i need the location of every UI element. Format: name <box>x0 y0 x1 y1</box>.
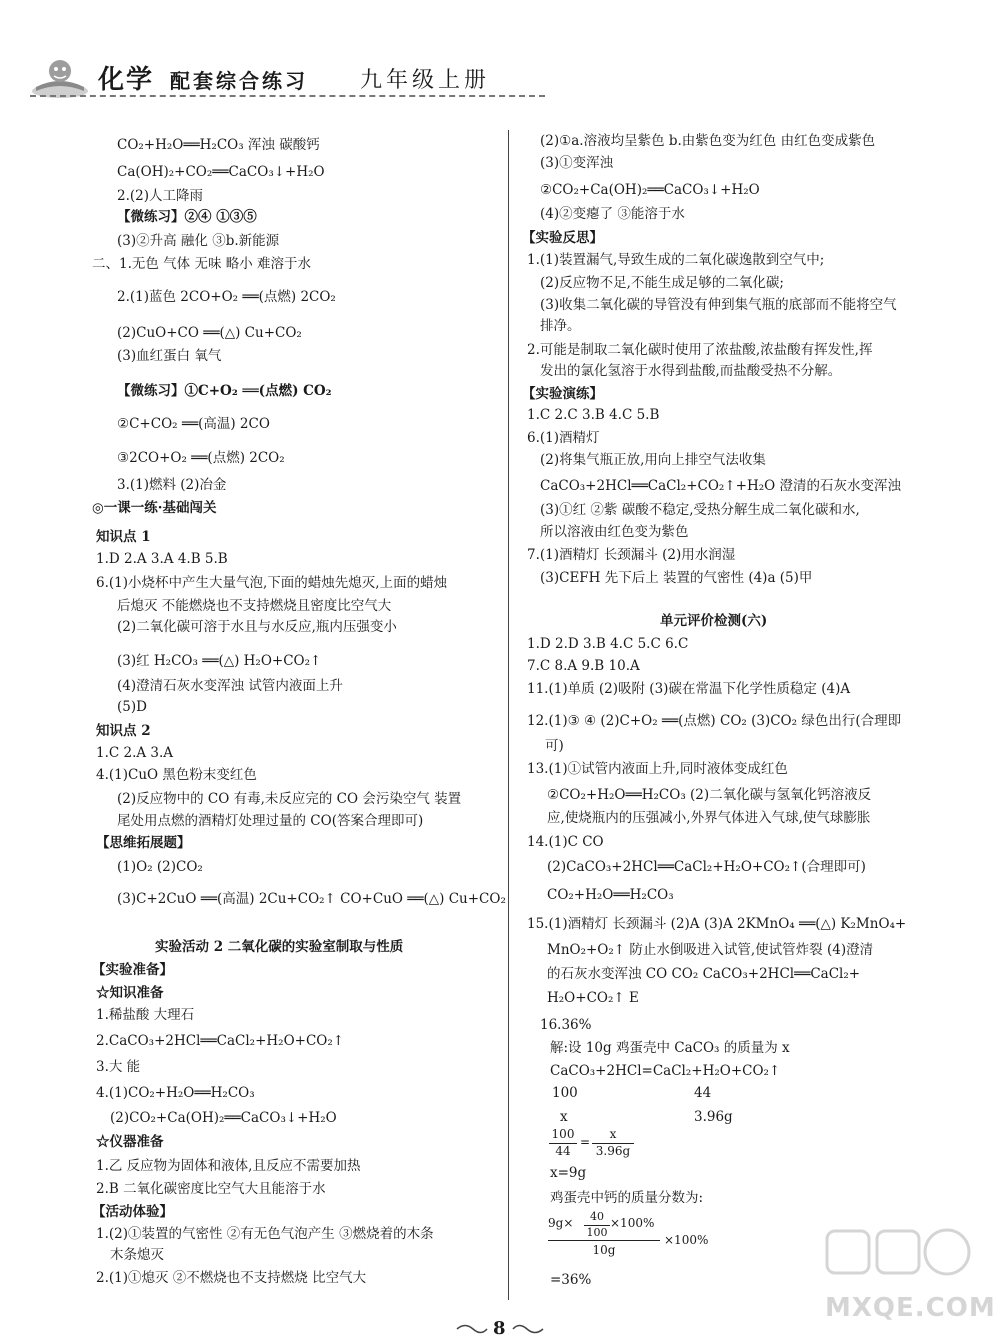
left-line: 6.(1)小烧杯中产生大量气泡,下面的蜡烛先熄灭,上面的蜡烛 <box>96 575 448 591</box>
right-line: 解:设 10g 鸡蛋壳中 CaCO₃ 的质量为 x <box>550 1040 790 1056</box>
left-line: 2.(2)人工降雨 <box>117 188 204 204</box>
left-line: ☆知识准备 <box>96 985 164 1001</box>
left-line: 1.稀盐酸 大理石 <box>96 1007 195 1023</box>
left-line: 4.(1)CO₂+H₂O══H₂CO₃ <box>96 1085 255 1101</box>
percent-tail: ×100% <box>664 1233 709 1247</box>
left-line: ②C+CO₂ ══(高温) 2CO <box>117 416 270 432</box>
left-line: (1)O₂ (2)CO₂ <box>117 859 203 875</box>
right-line: 16.36% <box>540 1017 592 1033</box>
main-fraction-bar <box>548 1240 660 1241</box>
left-line: 1.D 2.A 3.A 4.B 5.B <box>96 551 228 567</box>
right-line: 发出的氯化氢溶于水得到盐酸,而盐酸受热不分解。 <box>540 363 842 379</box>
right-line: (3)CEFH 先下后上 装置的气密性 (4)a (5)甲 <box>540 570 813 586</box>
left-line: 【活动体验】 <box>92 1204 173 1220</box>
main-denominator: 10g <box>592 1243 616 1257</box>
left-line: 2.B 二氧化碳密度比空气大且能溶于水 <box>96 1181 326 1197</box>
left-line: 【实验准备】 <box>92 962 173 978</box>
left-line: (4)澄清石灰水变浑浊 试管内液面上升 <box>117 678 343 694</box>
right-line: 鸡蛋壳中钙的质量分数为: <box>550 1190 704 1206</box>
left-line: 知识点 2 <box>96 723 151 739</box>
fraction-numerator: x <box>609 1127 617 1141</box>
left-line: (3)红 H₂CO₃ ══(△) H₂O+CO₂↑ <box>117 653 322 669</box>
ornament-right-icon <box>511 1322 545 1336</box>
right-line: ②CO₂+Ca(OH)₂══CaCO₃↓+H₂O <box>540 182 760 198</box>
right-line: (4)②变瘪了 ③能溶于水 <box>540 206 685 222</box>
right-line: (3)①红 ②紫 碳酸不稳定,受热分解生成二氧化碳和水, <box>540 502 860 518</box>
header-dashed-rule <box>30 95 545 97</box>
right-line: 单元评价检测(六) <box>660 613 768 629</box>
right-line: 7.C 8.A 9.B 10.A <box>527 658 640 674</box>
left-line: ☆仪器准备 <box>96 1134 164 1150</box>
right-line: x=9g <box>550 1165 587 1181</box>
right-line: 所以溶液由红色变为紫色 <box>540 524 689 540</box>
right-line: ②CO₂+H₂O══H₂CO₃ (2)二氧化碳与氢氧化钙溶液反 <box>547 787 872 803</box>
right-line: 44 <box>694 1085 712 1101</box>
page-footer <box>455 1318 545 1342</box>
right-line: CO₂+H₂O══H₂CO₃ <box>547 887 674 903</box>
left-line: 后熄灭 不能燃烧也不支持燃烧且密度比空气大 <box>117 598 392 614</box>
right-line: 应,使烧瓶内的压强减小,外界气体进入气球,使气球膨胀 <box>547 810 871 826</box>
mass-term: 9g× <box>548 1216 574 1230</box>
left-line: Ca(OH)₂+CO₂══CaCO₃↓+H₂O <box>117 164 325 180</box>
left-line: 2.(1)①熄灭 ②不燃烧也不支持燃烧 比空气大 <box>96 1270 367 1286</box>
left-line: 【微练习】①C+O₂ ══(点燃) CO₂ <box>117 383 332 399</box>
left-line: 木条熄灭 <box>110 1247 164 1263</box>
right-line: =36% <box>550 1272 592 1288</box>
left-line: (3)血红蛋白 氧气 <box>117 348 222 364</box>
right-line: 1.D 2.D 3.B 4.C 5.C 6.C <box>527 636 689 652</box>
book-logo-icon <box>30 57 90 99</box>
left-line: (2)CuO+CO ══(△) Cu+CO₂ <box>117 325 302 341</box>
right-line: 可) <box>545 738 564 754</box>
fraction-numerator: 40 <box>590 1210 604 1223</box>
right-line: 3.96g <box>694 1109 733 1125</box>
right-line: 【实验反思】 <box>522 230 603 246</box>
left-line: ◎一课一练·基础闯关 <box>92 500 217 516</box>
percent-term: ×100% <box>610 1216 655 1230</box>
right-line: 6.(1)酒精灯 <box>527 430 600 446</box>
left-line: 1.乙 反应物为固体和液体,且反应不需要加热 <box>96 1158 361 1174</box>
left-line: 1.C 2.A 3.A <box>96 745 174 761</box>
left-line: 1.(2)①装置的气密性 ②有无色气泡产生 ③燃烧着的木条 <box>96 1226 434 1242</box>
left-line: CO₂+H₂O══H₂CO₃ 浑浊 碳酸钙 <box>117 137 320 153</box>
right-line: 2.可能是制取二氧化碳时使用了浓盐酸,浓盐酸有挥发性,挥 <box>527 342 873 358</box>
equals-sign: = <box>579 1135 591 1149</box>
left-line: ③2CO+O₂ ══(点燃) 2CO₂ <box>117 450 285 466</box>
grade-title: 九年级上册 <box>360 68 491 93</box>
right-line: (2)CaCO₃+2HCl══CaCl₂+H₂O+CO₂↑(合理即可) <box>547 859 866 875</box>
left-line: (3)②升高 融化 ③b.新能源 <box>117 233 280 249</box>
column-divider <box>508 130 509 1300</box>
fraction-denominator: 44 <box>555 1144 571 1158</box>
right-line: H₂O+CO₂↑ E <box>547 990 639 1006</box>
right-line: 100 <box>552 1085 578 1101</box>
right-line: 11.(1)单质 (2)吸附 (3)碳在常温下化学性质稳定 (4)A <box>527 681 851 697</box>
left-line: 实验活动 2 二氧化碳的实验室制取与性质 <box>155 939 404 955</box>
right-line: 13.(1)①试管内液面上升,同时液体变成红色 <box>527 761 788 777</box>
right-line: (3)收集二氧化碳的导管没有伸到集气瓶的底部而不能将空气 <box>540 297 897 313</box>
left-line: 2.CaCO₃+2HCl══CaCl₂+H₂O+CO₂↑ <box>96 1033 345 1049</box>
left-line: (2)反应物中的 CO 有毒,未反应完的 CO 会污染空气 装置 <box>117 791 462 807</box>
left-line: (2)二氧化碳可溶于水且与水反应,瓶内压强变小 <box>117 619 397 635</box>
watermark-text: MXQE.COM <box>825 1293 996 1323</box>
left-line: (5)D <box>117 699 147 715</box>
series-title: 配套综合练习 <box>170 69 308 93</box>
right-line: CaCO₃+2HCl=CaCl₂+H₂O+CO₂↑ <box>550 1063 781 1079</box>
right-line: (3)①变浑浊 <box>540 155 614 171</box>
left-line: (2)CO₂+Ca(OH)₂══CaCO₃↓+H₂O <box>110 1110 337 1126</box>
right-line: 15.(1)酒精灯 长颈漏斗 (2)A (3)A 2KMnO₄ ══(△) K₂MnO₄+ <box>527 916 907 932</box>
right-line: 7.(1)酒精灯 长颈漏斗 (2)用水润湿 <box>527 547 736 563</box>
page-header <box>30 55 550 103</box>
right-line: CaCO₃+2HCl══CaCl₂+CO₂↑+H₂O 澄清的石灰水变浑浊 <box>540 478 901 494</box>
fraction-numerator: 100 <box>551 1127 575 1141</box>
right-line: 14.(1)C CO <box>527 834 604 850</box>
right-line: x <box>560 1109 568 1125</box>
left-line: (3)C+2CuO ══(高温) 2Cu+CO₂↑ CO+CuO ══(△) Cu+CO₂ <box>117 891 506 907</box>
left-line: 【思维拓展题】 <box>96 835 191 851</box>
fraction-denominator: 100 <box>586 1226 608 1239</box>
right-line: (2)①a.溶液均呈紫色 b.由紫色变为红色 由红色变成紫色 <box>540 133 876 149</box>
right-line: 排净。 <box>540 318 581 334</box>
fraction-denominator: 3.96g <box>595 1144 631 1158</box>
right-line: (2)将集气瓶正放,用向上排空气法收集 <box>540 452 766 468</box>
ornament-left-icon <box>455 1322 489 1336</box>
right-line: 1.(1)装置漏气,导致生成的二氧化碳逸散到空气中; <box>527 252 825 268</box>
left-line: 3.(1)燃料 (2)冶金 <box>117 477 227 493</box>
right-line: 1.C 2.C 3.B 4.C 5.B <box>527 407 660 423</box>
subject-title: 化学 <box>98 65 155 95</box>
page-number: 8 <box>493 1318 506 1339</box>
watermark <box>825 1225 996 1335</box>
left-line: 4.(1)CuO 黑色粉末变红色 <box>96 767 257 783</box>
left-line: 二、1.无色 气体 无味 略小 难溶于水 <box>92 256 312 272</box>
watermark-logo-icon <box>825 1225 975 1295</box>
right-line: 12.(1)③ ④ (2)C+O₂ ══(点燃) CO₂ (3)CO₂ 绿色出行(合理即 <box>527 713 902 729</box>
left-line: 3.大 能 <box>96 1059 141 1075</box>
left-line: 尾处用点燃的酒精灯处理过量的 CO(答案合理即可) <box>117 813 424 829</box>
right-line: 的石灰水变浑浊 CO CO₂ CaCO₃+2HCl══CaCl₂+ <box>547 966 861 982</box>
left-line: 【微练习】②④ ①③⑤ <box>117 209 257 225</box>
right-line: (2)反应物不足,不能生成足够的二氧化碳; <box>540 275 784 291</box>
left-line: 知识点 1 <box>96 529 151 545</box>
right-line: 【实验演练】 <box>522 386 603 402</box>
left-line: 2.(1)蓝色 2CO+O₂ ══(点燃) 2CO₂ <box>117 289 336 305</box>
right-line: MnO₂+O₂↑ 防止水倒吸进入试管,使试管炸裂 (4)澄清 <box>547 942 874 958</box>
